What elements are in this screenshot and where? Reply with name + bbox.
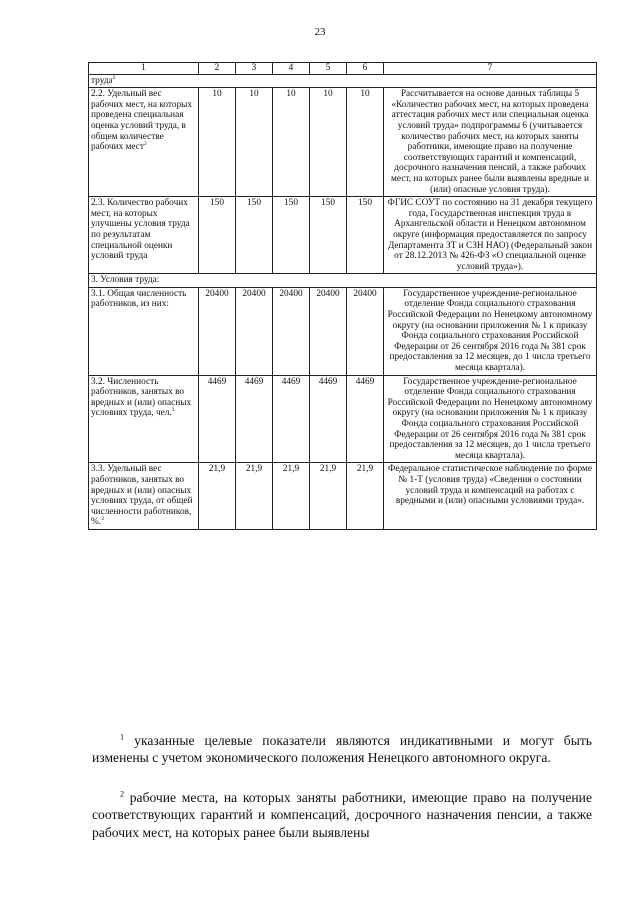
indicator-cell — [89, 287, 199, 375]
indicator-label: 3.3. Удельный вес работников, занятых во вредных и (или) опасных условиях труда, от общей численности работников, %. — [91, 464, 193, 528]
source-text: Федеральное статистическое наблюдение по форме № 1-Т (условия труда) «Сведения о состоянии условий труда и компенсаций на работах с вредными и (или) опасными условиями труда». — [387, 464, 593, 507]
value: 4469 — [244, 376, 264, 387]
value-cell — [347, 88, 384, 197]
value-cell — [199, 375, 236, 463]
value: 10 — [360, 89, 370, 100]
value: 21,9 — [245, 464, 263, 475]
footnote-1 — [92, 732, 592, 767]
value: 150 — [358, 198, 372, 209]
indicator-cell — [89, 197, 199, 274]
indicator-label: 2.3. Количество рабочих мест, на которых улучшены условия труда по результатам специальной оценки условий труда — [91, 198, 190, 262]
indicator-label: 3.2. Численность работников, занятых во вредных и (или) опасных условиях труда, чел. — [91, 376, 192, 419]
value-cell — [236, 287, 273, 375]
continued-cell — [89, 74, 597, 88]
source-cell — [384, 197, 597, 274]
footnote-text: указанные целевые показатели являются индикативными и могут быть изменены с учетом экономического положения Ненецкого автономного округа. — [92, 733, 592, 766]
value-cell — [199, 287, 236, 375]
value: 4469 — [355, 376, 375, 387]
table-row — [89, 463, 597, 530]
indicator-label: 3.1. Общая численность работников, из них: — [91, 288, 187, 310]
source-cell — [384, 463, 597, 530]
value: 20400 — [205, 288, 229, 299]
value: 10 — [249, 89, 259, 100]
footnote-ref: 2 — [112, 74, 116, 81]
footnote-ref: 3 — [171, 407, 175, 414]
value: 10 — [286, 89, 296, 100]
footnote-ref: 2 — [143, 141, 147, 148]
value-cell — [310, 287, 347, 375]
value: 150 — [284, 198, 298, 209]
value: 21,9 — [319, 464, 337, 475]
table-row — [89, 375, 597, 463]
header-cell — [273, 63, 310, 75]
value: 4469 — [318, 376, 338, 387]
value-cell — [199, 463, 236, 530]
value: 20400 — [316, 288, 340, 299]
header-cell — [236, 63, 273, 75]
table-header-row — [89, 63, 597, 75]
source-cell — [384, 88, 597, 197]
table-row — [89, 74, 597, 88]
indicator-cell — [89, 88, 199, 197]
source-cell — [384, 375, 597, 463]
value-cell — [273, 88, 310, 197]
value-cell — [347, 197, 384, 274]
value-cell — [236, 88, 273, 197]
value-cell — [310, 197, 347, 274]
source-text: Государственное учреждение-региональное отделение Фонда социального страхования Российской Федерации по Ненецкому автономному округу (на основании приложения № 1 к приказу Фонда социального страхования Российской Федерации от 26 сентября 2016 года № 381 срок предоставления за 12 месяцев, до 1 числа третьего месяца квартала). — [387, 376, 593, 461]
value: 4469 — [207, 376, 227, 387]
value: 21,9 — [356, 464, 374, 475]
header-label: 1 — [141, 63, 146, 73]
value-cell — [347, 375, 384, 463]
footnote-text: рабочие места, на которых заняты работники, имеющие право на получение соответствующих гарантий и компенсаций, досрочного назначения пенсии, а также рабочих мест, на которых ранее были выявлены — [92, 790, 592, 840]
footnote-mark: 1 — [120, 732, 125, 742]
header-cell — [384, 63, 597, 75]
footnote-2 — [92, 789, 592, 841]
value-cell — [236, 197, 273, 274]
footnote-mark: 2 — [120, 789, 125, 799]
value: 150 — [321, 198, 335, 209]
page-number: 23 — [314, 26, 326, 38]
value-cell — [310, 463, 347, 530]
value: 150 — [247, 198, 261, 209]
value: 20400 — [242, 288, 266, 299]
value-cell — [199, 88, 236, 197]
value-cell — [273, 197, 310, 274]
footnote-ref: 3 — [101, 516, 104, 523]
header-cell — [347, 63, 384, 75]
value-cell — [236, 463, 273, 530]
table-row — [89, 88, 597, 197]
table-row — [89, 287, 597, 375]
value: 21,9 — [282, 464, 300, 475]
header-label: 6 — [362, 63, 368, 73]
header-label: 2 — [214, 63, 220, 73]
value: 10 — [212, 89, 222, 100]
value: 20400 — [353, 288, 377, 299]
section-label: 3. Условия труда: — [91, 275, 160, 286]
header-cell — [310, 63, 347, 75]
value-cell — [273, 287, 310, 375]
source-text: Рассчитывается на основе данных таблицы 5 «Количество рабочих мест, на которых проведена аттестация рабочих мест или специальная оценка условий труда» подпрограммы 6 (учитывается количество рабочих мест, на которых заняты работники, имеющие право на получение соответствующих гарантий и компенсаций, досрочного назначения пенсий, а также рабочих мест, на которых ранее были выявлены вредные и (или) опасные условия труда). — [391, 89, 589, 195]
header-label: 5 — [325, 63, 331, 73]
indicator-cell — [89, 375, 199, 463]
indicators-table — [88, 62, 597, 530]
table-row — [89, 274, 597, 288]
source-text: Государственное учреждение-региональное отделение Фонда социального страхования Российской Федерации по Ненецкому автономному округу (на основании приложения № 1 к приказу Фонда социального страхования Российской Федерации от 26 сентября 2016 года № 381 срок предоставления за 12 месяцев, до 1 числа третьего месяца квартала). — [387, 288, 593, 374]
value: 4469 — [281, 376, 301, 387]
header-cell — [89, 63, 199, 75]
indicator-cell — [89, 463, 199, 530]
value-cell — [273, 463, 310, 530]
value-cell — [347, 463, 384, 530]
value-cell — [310, 375, 347, 463]
value: 20400 — [279, 288, 303, 299]
value-cell — [199, 197, 236, 274]
value-cell — [273, 375, 310, 463]
continued-label: труда — [91, 75, 113, 86]
header-label: 3 — [251, 63, 257, 73]
section-cell — [89, 274, 597, 288]
value-cell — [347, 287, 384, 375]
table-row — [89, 197, 597, 274]
source-text: ФГИС СОУТ по состоянию на 31 декабря текущего года, Государственная инспекция труда в Архангельской области и Ненецком автономном округе (информация предоставляется по запросу Департамента ЗТ и СЗН НАО) (Федеральный закон от 28.12.2013 № 426-ФЗ «О специальной оценке условий труда»). — [387, 198, 593, 272]
value: 21,9 — [208, 464, 226, 475]
value: 10 — [323, 89, 333, 100]
value: 150 — [210, 198, 224, 209]
source-cell — [384, 287, 597, 375]
value-cell — [236, 375, 273, 463]
header-cell — [199, 63, 236, 75]
header-label: 4 — [288, 63, 294, 73]
value-cell — [310, 88, 347, 197]
header-label: 7 — [487, 63, 493, 73]
indicator-label: 2.2. Удельный вес рабочих мест, на которых проведена специальная оценка условий труда, в общем количестве рабочих мест — [91, 89, 193, 153]
